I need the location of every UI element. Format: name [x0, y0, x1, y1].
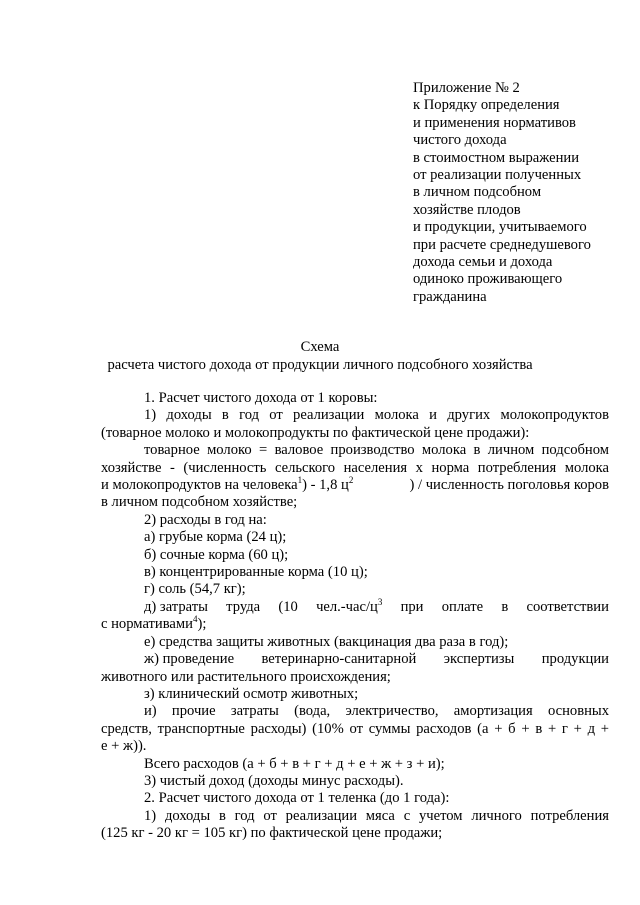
footnote-mark: 2 [348, 475, 354, 486]
net-income: 3) чистый доход (доходы минус расходы). [144, 772, 404, 789]
footnote-mark: 3 [377, 597, 383, 608]
appendix-line: при расчете среднедушевого [413, 236, 591, 253]
appendix-line: к Порядку определения [413, 97, 560, 114]
appendix-note [413, 80, 628, 306]
footnote-mark: 4 [192, 614, 198, 625]
appendix-line: дохода семьи и дохода [413, 254, 553, 271]
appendix-line: Приложение № 2 [413, 80, 520, 96]
appendix-line: чистого дохода [413, 132, 507, 149]
formula-line: в личном подсобном хозяйстве; [101, 494, 298, 511]
income-line: 1) доходы в год от реализации молока и других молокопродуктов [144, 407, 609, 424]
footnote-mark: 1 [297, 475, 303, 486]
expense-item: ж) проведение ветеринарно-санитарной экспертизы продукции [144, 651, 609, 668]
total-expenses: Всего расходов (а + б + в + г + д + е + ж + з + и); [144, 755, 445, 772]
formula-line: товарное молоко = валовое производство молока в личном подсобном [144, 442, 609, 459]
section-1-heading: 1. Расчет чистого дохода от 1 коровы: [144, 390, 378, 406]
income-line: (125 кг - 20 кг = 105 кг) по фактической цене продажи; [101, 825, 443, 842]
expense-item: б) сочные корма (60 ц); [144, 546, 289, 563]
appendix-line: хозяйстве плодов [413, 201, 521, 218]
expense-item: з) клинический осмотр животных; [144, 685, 359, 702]
expense-item-continued: с нормативами$^4$); [101, 614, 207, 633]
section-2-heading: 2. Расчет чистого дохода от 1 теленка (до 1 года): [144, 790, 450, 807]
formula-part: ) / численность поголовья коров [409, 477, 609, 494]
formula-line [101, 477, 609, 494]
expenses-heading: 2) расходы в год на: [144, 511, 267, 528]
expense-item-continued: средств, транспортные расходы) (10% от суммы расходов (а + б + в + г + д + [101, 720, 609, 737]
formula-part: и молокопродуктов на человека$^1$) - 1,8 $ц^2$ [101, 475, 354, 494]
income-line: (товарное молоко и молокопродукты по фактической цене продажи): [101, 424, 530, 441]
expense-item-continued: е + ж)). [101, 738, 147, 755]
document-body [101, 390, 609, 843]
expense-item: г) соль (54,7 кг); [144, 581, 246, 598]
expense-item: е) средства защиты животных (вакцинация два раза в год); [144, 633, 509, 650]
appendix-line: одиноко проживающего [413, 271, 563, 288]
appendix-line: в личном подсобном [413, 184, 542, 201]
appendix-line: и продукции, учитываемого [413, 219, 587, 236]
appendix-line: в стоимостном выражении [413, 149, 580, 166]
expense-item: а) грубые корма (24 ц); [144, 529, 287, 546]
appendix-line: гражданина [413, 288, 487, 305]
expense-item: в) концентрированные корма (10 ц); [144, 564, 368, 581]
expense-item-continued: животного или растительного происхождения; [101, 668, 391, 685]
income-line: 1) доходы в год от реализации мяса с учетом личного потребления [144, 807, 609, 824]
scheme-title: Схема [300, 339, 340, 355]
formula-line: хозяйстве - (численность сельского населения х норма потребления молока [101, 459, 609, 476]
expense-item: д) затраты труда (10 $чел.-час/ц^3$ при оплате в соответствии [144, 597, 609, 615]
appendix-line: и применения нормативов [413, 114, 576, 131]
appendix-line: от реализации полученных [413, 167, 582, 184]
expense-item: и) прочие затраты (вода, электричество, амортизация основных [144, 703, 609, 720]
scheme-subtitle: расчета чистого дохода от продукции личного подсобного хозяйства [107, 357, 533, 373]
